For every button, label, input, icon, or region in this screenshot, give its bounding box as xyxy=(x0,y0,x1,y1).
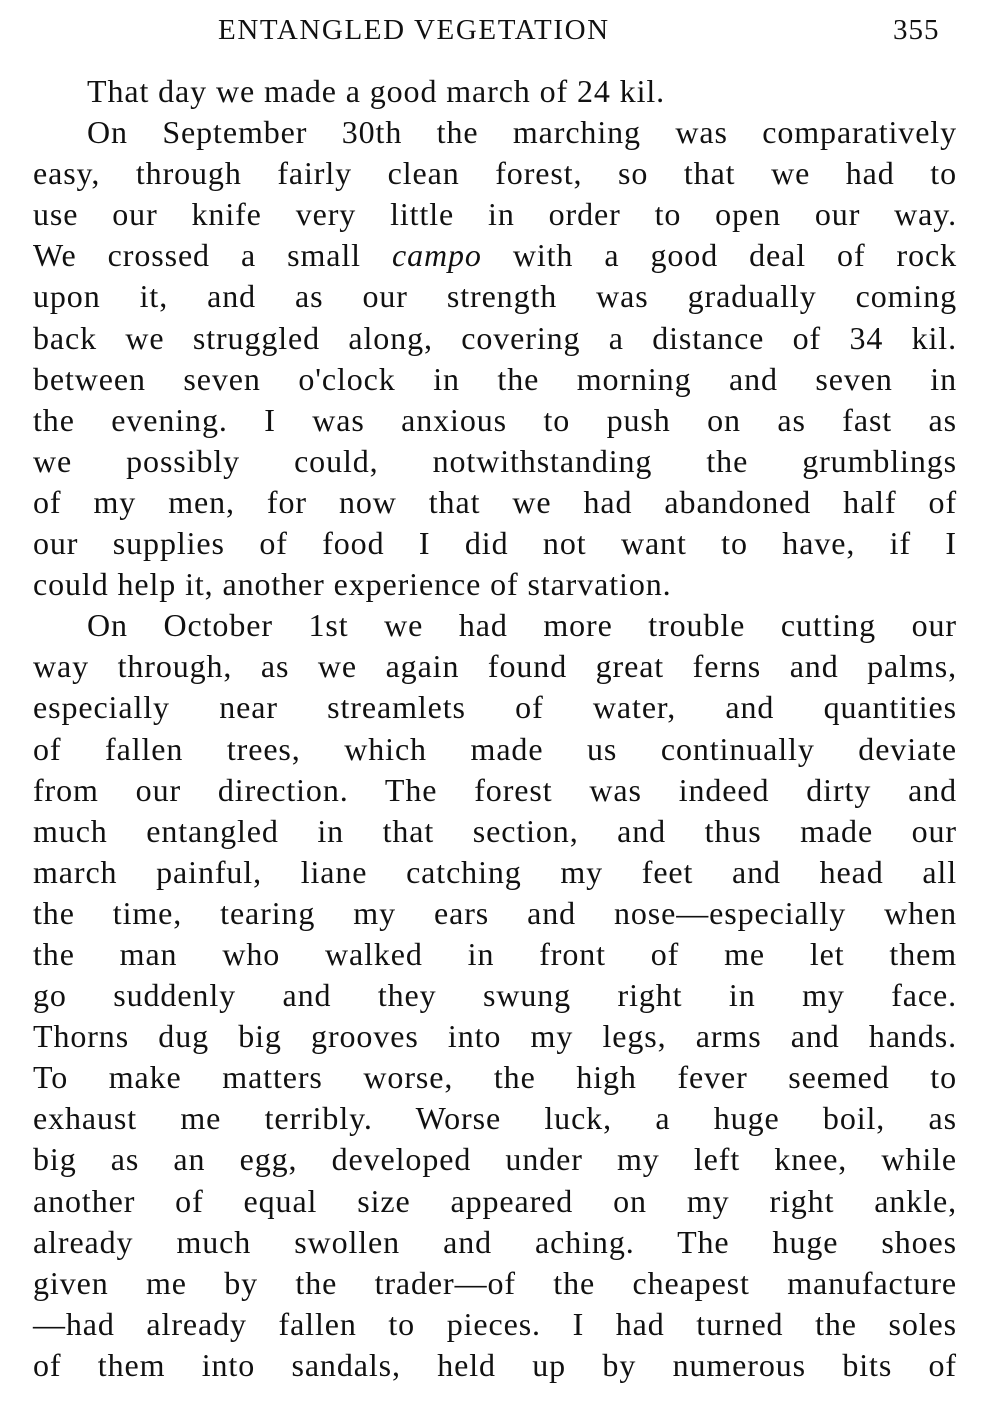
text-line: go suddenly and they swung right in my face. xyxy=(33,977,957,1014)
running-header xyxy=(0,10,1000,50)
text-line: the time, tearing my ears and nose—especially when xyxy=(33,894,957,931)
text-line xyxy=(33,235,957,276)
text-line: of them into sandals, held up by numerous bits of xyxy=(33,1346,957,1383)
text-line: back we struggled along, covering a distance of 34 kil. xyxy=(33,319,957,356)
text-line: To make matters worse, the high fever seemed to xyxy=(33,1059,957,1096)
body-text xyxy=(33,71,957,1386)
text-line: On September 30th the marching was comparatively xyxy=(87,114,957,151)
text-line: big as an egg, developed under my left knee, while xyxy=(33,1141,957,1178)
page-number: 355 xyxy=(893,14,940,46)
text-line: way through, as we again found great ferns and palms, xyxy=(33,648,957,685)
text-line: from our direction. The forest was indeed dirty and xyxy=(33,771,957,808)
text-segment: We crossed a small xyxy=(33,237,392,274)
text-line: easy, through fairly clean forest, so that we had to xyxy=(33,155,957,192)
text-line: could help it, another experience of starvation. xyxy=(33,566,672,603)
italic-word: campo xyxy=(391,237,482,274)
text-line: upon it, and as our strength was gradually coming xyxy=(33,278,957,315)
text-line: of my men, for now that we had abandoned half of xyxy=(33,483,957,520)
text-line: Thorns dug big grooves into my legs, arms and hands. xyxy=(33,1018,957,1055)
text-line: between seven o'clock in the morning and seven in xyxy=(33,360,957,397)
running-title: ENTANGLED VEGETATION xyxy=(218,14,610,46)
text-line: already much swollen and aching. The huge shoes xyxy=(33,1223,957,1260)
text-line: given me by the trader—of the cheapest manufacture xyxy=(33,1264,957,1301)
text-line: march painful, liane catching my feet and head all xyxy=(33,853,957,890)
text-line: On October 1st we had more trouble cutting our xyxy=(87,607,957,644)
text-line: we possibly could, notwithstanding the grumblings xyxy=(33,442,957,479)
text-line: of fallen trees, which made us continually deviate xyxy=(33,730,957,767)
text-line: —had already fallen to pieces. I had turned the soles xyxy=(33,1305,957,1342)
text-line: especially near streamlets of water, and quantities xyxy=(33,689,957,726)
text-segment: with a good deal of rock xyxy=(481,237,957,274)
text-line: the man who walked in front of me let them xyxy=(33,935,957,972)
text-line: another of equal size appeared on my right ankle, xyxy=(33,1182,957,1219)
text-line: our supplies of food I did not want to have, if I xyxy=(33,525,957,562)
text-line: much entangled in that section, and thus made our xyxy=(33,812,957,849)
text-line: That day we made a good march of 24 kil. xyxy=(87,73,666,109)
text-line: use our knife very little in order to open our way. xyxy=(33,196,957,233)
text-line: exhaust me terribly. Worse luck, a huge boil, as xyxy=(33,1100,957,1137)
text-line: the evening. I was anxious to push on as fast as xyxy=(33,401,957,438)
